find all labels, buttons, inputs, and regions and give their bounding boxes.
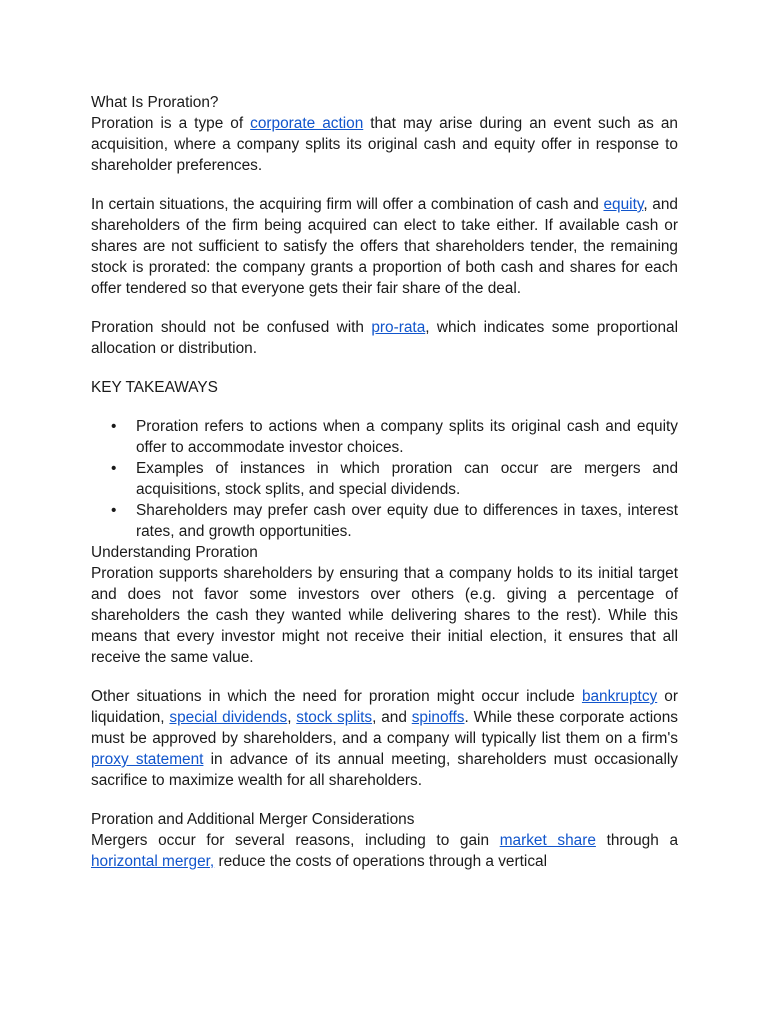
link-market-share[interactable]: market share	[499, 832, 596, 849]
list-item	[111, 500, 678, 542]
paragraph-intro	[91, 113, 678, 176]
text-run: reduce the costs of operations through a vertical	[214, 853, 547, 870]
link-corporate-action[interactable]: corporate action	[250, 115, 364, 132]
text-run: in advance of its annual meeting, shareholders must occasionally sacrifice to maximize wealth for all shareholders.	[91, 751, 678, 789]
takeaway-text: Examples of instances in which proration can occur are mergers and acquisitions, stock splits, and special dividends.	[136, 460, 678, 498]
list-item	[111, 416, 678, 458]
link-equity[interactable]: equity	[603, 196, 644, 213]
text-run: that may arise during an event such as an acquisition, where a company splits its original cash and equity offer in response to shareholder preferences.	[91, 115, 678, 174]
text-run: Mergers occur for several reasons, including to gain	[91, 832, 500, 849]
paragraph-other-situations	[91, 686, 678, 791]
heading-understanding-proration: Understanding Proration	[91, 544, 258, 561]
heading-what-is-proration: What Is Proration?	[91, 94, 219, 111]
text-run: In certain situations, the acquiring firm will offer a combination of cash and	[91, 196, 604, 213]
text-run: through a	[595, 832, 678, 849]
link-proxy-statement[interactable]: proxy statement	[91, 751, 204, 768]
bullet-icon: •	[111, 502, 117, 519]
document-body	[91, 92, 678, 872]
key-takeaways-list	[91, 416, 678, 542]
text-run: Proration is a type of	[91, 115, 251, 132]
text-run: . While these corporate actions must be approved by shareholders, and a company will typically list them on a firm's	[91, 709, 678, 747]
paragraph-mergers	[91, 830, 678, 872]
link-spinoffs[interactable]: spinoffs	[411, 709, 465, 726]
link-bankruptcy[interactable]: bankruptcy	[581, 688, 658, 705]
text-run: Proration should not be confused with	[91, 319, 372, 336]
heading-merger-considerations: Proration and Additional Merger Considerations	[91, 811, 415, 828]
link-pro-rata[interactable]: pro-rata	[371, 319, 426, 336]
bullet-icon: •	[111, 418, 117, 435]
takeaway-text: Proration refers to actions when a company splits its original cash and equity offer to accommodate investor choices.	[136, 418, 678, 456]
takeaway-text: Shareholders may prefer cash over equity due to differences in taxes, interest rates, and growth opportunities.	[136, 502, 678, 540]
link-special-dividends[interactable]: special dividends	[169, 709, 288, 726]
paragraph-supports-shareholders: Proration supports shareholders by ensuring that a company holds to its initial target and does not favor some investors over others (e.g. giving a percentage of shareholders the cash they wanted while delivering shares to the rest). While this means that every investor might not receive their initial election, it ensures that all receive the same value.	[91, 565, 678, 666]
paragraph-situations	[91, 194, 678, 299]
key-takeaways-title: KEY TAKEAWAYS	[91, 379, 218, 396]
text-run: , and shareholders of the firm being acquired can elect to take either. If available cash or shares are not sufficient to satisfy the offers that shareholders tender, the remaining stock is prorated: the company grants a proportion of both cash and shares for each offer tendered so that everyone gets their fair share of the deal.	[91, 196, 678, 297]
text-run: or liquidation,	[91, 688, 678, 726]
link-stock-splits[interactable]: stock splits	[296, 709, 373, 726]
text-run: , and	[372, 709, 412, 726]
paragraph-pro-rata	[91, 317, 678, 359]
list-item	[111, 458, 678, 500]
text-run: ,	[287, 709, 297, 726]
link-horizontal-merger[interactable]: horizontal merger,	[91, 853, 215, 870]
text-run: , which indicates some proportional allocation or distribution.	[91, 319, 679, 357]
text-run: Other situations in which the need for proration might occur include	[91, 688, 582, 705]
bullet-icon: •	[111, 460, 117, 477]
